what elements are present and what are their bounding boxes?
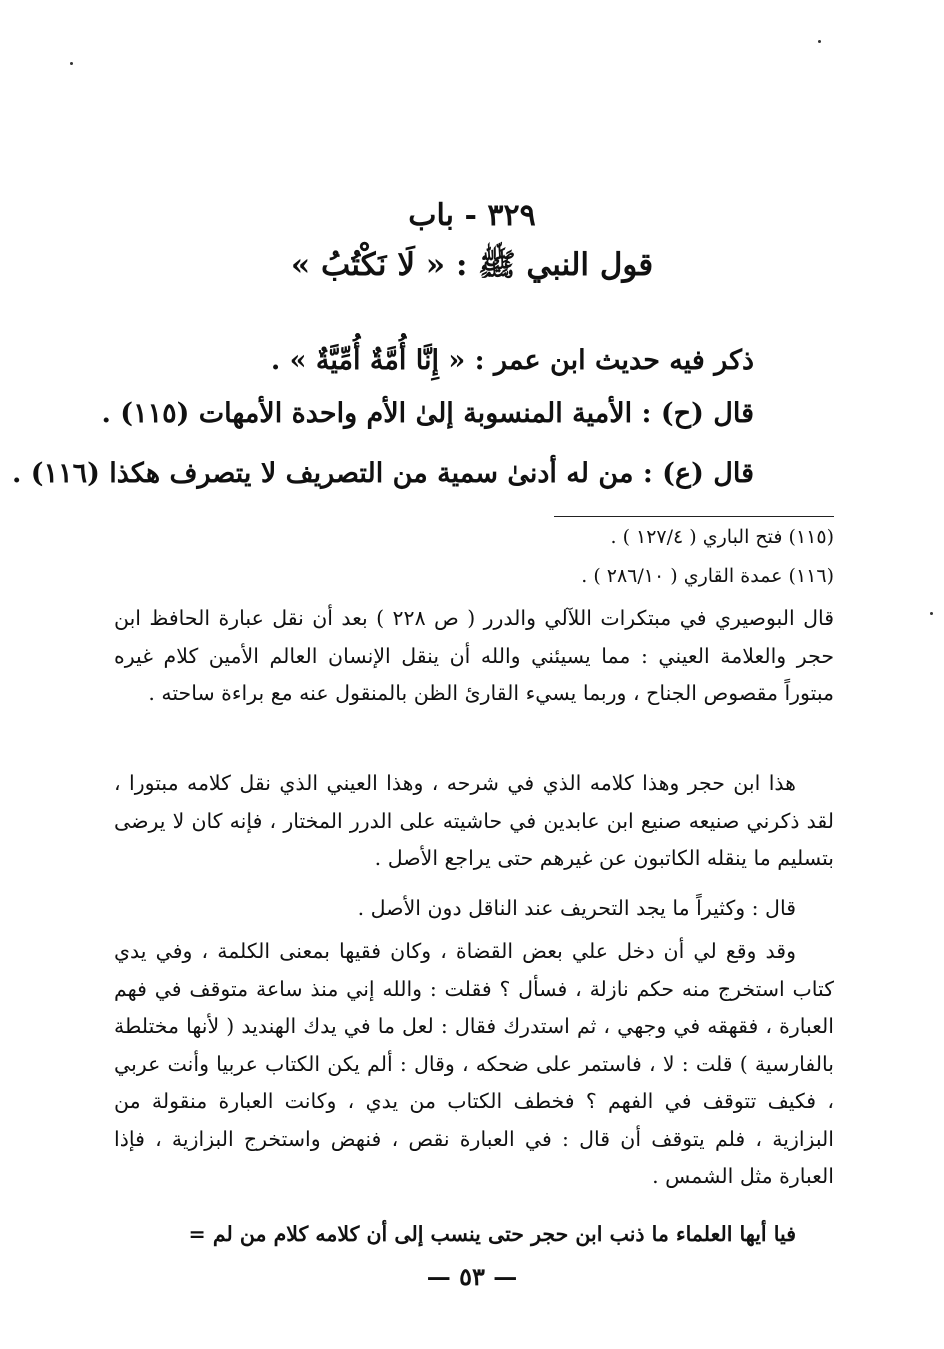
scan-speck — [930, 612, 933, 615]
note-paragraph-1 — [114, 600, 834, 713]
main-line-1: ذكر فيه حديث ابن عمر : « إِنَّا أُمَّةٌ أُمِّيَّةٌ » . — [270, 345, 754, 376]
scan-speck — [70, 62, 73, 65]
main-line-2: قال (ح) : الأمية المنسوبة إلىٰ الأم واحدة الأمهات (١١٥) . — [101, 398, 754, 429]
note-paragraph-4 — [114, 933, 834, 1196]
note-paragraph-4-text: وقد وقع لي أن دخل علي بعض القضاة ، وكان فقيها بمعنى الكلمة ، وفي يدي كتاب استخرج منه حكم نازلة ، فسأل ؟ فقلت : والله إني منذ ساعة متوقف في فهم العبارة ، فقهقه في وجهي ، ثم استدرك فقال : لعل ما في يدك الهنديد ( لأنها مختلطة بالفارسية ) قلت : لا ، فاستمر على ضحكه ، وقال : ألم يكن الكتاب عربيا وأنت عربي ، فكيف تتوقف في الفهم ؟ فخطف الكتاب من يدي ، وكانت العبارة منقولة من البزازية ، فلم يتوقف أن قال : في العبارة نقص ، فنهض واستخرج البزازية ، فإذا العبارة مثل الشمس . — [114, 939, 834, 1188]
footnote-115: (١١٥) فتح الباري ( ١٢٧/٤ ) . — [610, 526, 834, 548]
chapter-title: قول النبي ﷺ : « لَا نَكْتُبُ » — [290, 247, 654, 283]
note-paragraph-5 — [114, 1216, 834, 1254]
scan-speck — [818, 40, 821, 43]
note-paragraph-2 — [114, 765, 834, 878]
note-paragraph-1-text: قال البوصيري في مبتكرات اللآلي والدرر ( ص ٢٢٨ ) بعد أن نقل عبارة الحافظ ابن حجر والعلامة العيني : مما يسيئني والله أن ينقل الإنسان العالم الأمين كلام غيره مبتوراً مقصوص الجناح ، وربما يسيء القارئ الظن بالمنقول عنه مع براءة ساحته . — [114, 606, 835, 705]
page-number: — ٥٣ — — [426, 1262, 518, 1291]
note-paragraph-3-text: قال : وكثيراً ما يجد التحريف عند الناقل دون الأصل . — [357, 896, 796, 920]
footnote-divider — [554, 516, 834, 517]
note-paragraph-5-text: فيا أيها العلماء ما ذنب ابن حجر حتى ينسب إلى أن كلامه كلام من لم = — [188, 1222, 796, 1246]
footnote-116: (١١٦) عمدة القاري ( ٢٨٦/١٠ ) . — [581, 565, 834, 587]
chapter-number: ٣٢٩ - باب — [408, 198, 536, 233]
note-paragraph-3 — [114, 890, 834, 928]
main-line-3: قال (ع) : من له أدنىٰ سمية من التصريف لا يتصرف هكذا (١١٦) . — [11, 458, 754, 489]
note-paragraph-2-text: هذا ابن حجر وهذا كلامه الذي في شرحه ، وهذا العيني الذي نقل كلامه مبتورا ، لقد ذكرني صنيعه صنيع ابن عابدين في حاشيته على الدرر المختار ، فإنه كان لا يرضى بتسليم ما ينقله الكاتبون عن غيرهم حتى يراجع الأصل . — [114, 771, 834, 870]
